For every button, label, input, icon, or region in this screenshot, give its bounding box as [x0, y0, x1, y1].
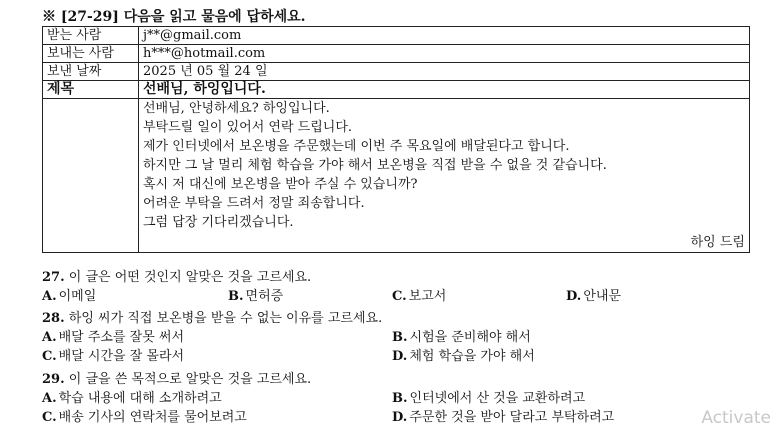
question-28 [42, 307, 382, 326]
q27-option-a[interactable]: A. 이메일 [42, 289, 97, 304]
question-number: 29. [42, 372, 65, 387]
q29-option-a[interactable]: A. 학습 내용에 대해 소개하려고 [42, 391, 222, 406]
body-line: 그럼 답장 기다리겠습니다. [143, 215, 294, 230]
activate-watermark: Activate [701, 408, 771, 428]
email-row-from [43, 45, 750, 63]
email-body [139, 99, 750, 253]
body-line: 하지만 그 날 멀리 체험 학습을 가야 해서 보온병을 직접 받을 수 없을 것 같습니다. [143, 158, 607, 173]
question-text: 하잉 씨가 직접 보온병을 받을 수 없는 이유를 고르세요. [68, 311, 383, 326]
signature: 하잉 드림 [690, 235, 745, 250]
q28-option-a[interactable]: A. 배달 주소를 잘못 써서 [42, 330, 185, 345]
q27-option-d[interactable]: D. 안내문 [566, 289, 622, 304]
q28-option-c[interactable]: C. 배달 시간을 잘 몰라서 [42, 349, 185, 364]
question-text: 이 글은 어떤 것인지 알맞은 것을 고르세요. [68, 270, 312, 285]
question-29 [42, 368, 311, 387]
email-row-to [43, 27, 750, 45]
date-label: 보낸 날짜 [43, 63, 139, 81]
subject-value: 선배님, 하잉입니다. [139, 81, 750, 99]
date-value: 2025 년 05 월 24 일 [139, 63, 750, 81]
email-row-body [43, 99, 750, 253]
q27-option-b[interactable]: B. 면허증 [228, 289, 284, 304]
email-row-subject [43, 81, 750, 99]
q29-option-d[interactable]: D. 주문한 것을 받아 달라고 부탁하려고 [392, 410, 615, 425]
question-number: 27. [42, 270, 65, 285]
q29-option-b[interactable]: B. 인터넷에서 산 것을 교환하려고 [392, 391, 586, 406]
section-title: ※ [27-29] 다음을 읽고 물음에 답하세요. [42, 9, 306, 25]
body-line: 혹시 저 대신에 보온병을 받아 주실 수 있습니까? [143, 177, 418, 192]
email-table [42, 26, 750, 253]
body-line: 부탁드릴 일이 있어서 연락 드립니다. [143, 120, 353, 135]
to-value: j**@gmail.com [139, 27, 750, 45]
q27-option-c[interactable]: C. 보고서 [392, 289, 447, 304]
question-text: 이 글을 쓴 목적으로 알맞은 것을 고르세요. [68, 372, 312, 387]
from-label: 보내는 사람 [43, 45, 139, 63]
to-label: 받는 사람 [43, 27, 139, 45]
body-label-cell [43, 99, 139, 253]
q28-option-d[interactable]: D. 체험 학습을 가야 해서 [392, 349, 535, 364]
question-27 [42, 266, 311, 285]
email-row-date [43, 63, 750, 81]
q29-option-c[interactable]: C. 배송 기사의 연락처를 물어보려고 [42, 410, 247, 425]
body-line: 제가 인터넷에서 보온병을 주문했는데 이번 주 목요일에 배달된다고 합니다. [143, 139, 570, 154]
question-number: 28. [42, 311, 65, 326]
body-line: 어려운 부탁을 드려서 정말 죄송합니다. [143, 196, 365, 211]
body-line: 선배님, 안녕하세요? 하잉입니다. [143, 101, 330, 116]
subject-label: 제목 [43, 81, 139, 99]
from-value: h***@hotmail.com [139, 45, 750, 63]
q28-option-b[interactable]: B. 시험을 준비해야 해서 [392, 330, 531, 345]
